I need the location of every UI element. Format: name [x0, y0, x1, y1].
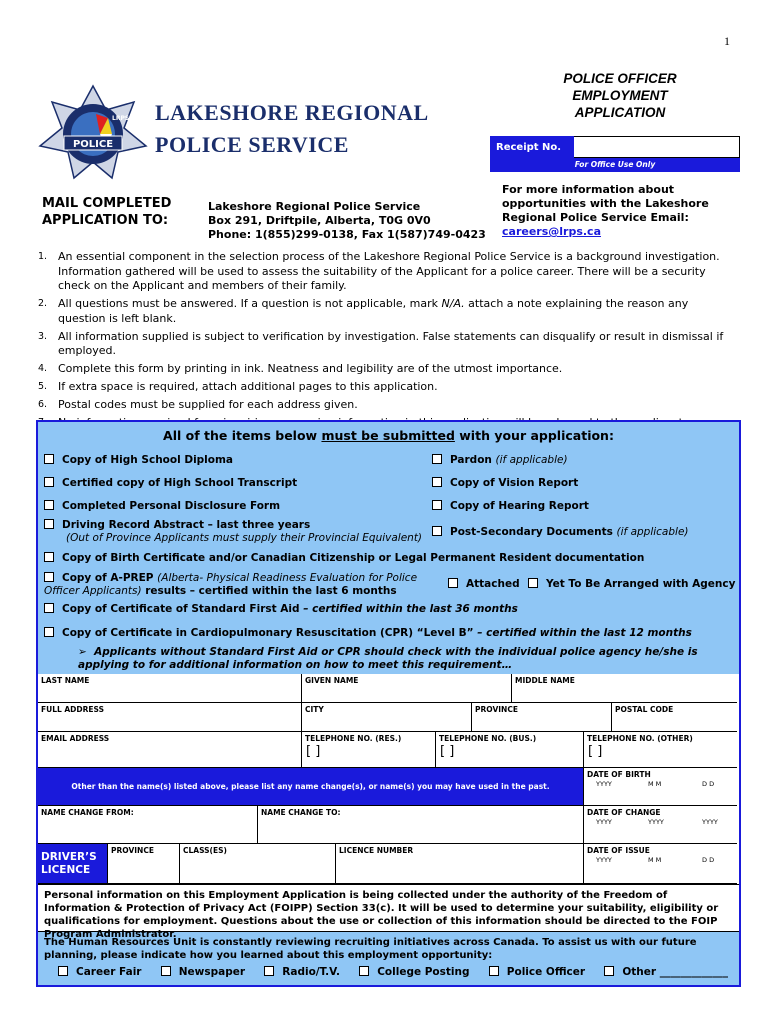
receipt-block	[490, 136, 740, 174]
badge-text: POLICE	[72, 139, 114, 150]
org-name-line2: POLICE SERVICE	[155, 132, 349, 157]
badge-ring-text: LRPS	[112, 115, 130, 122]
postal-code-field[interactable]: POSTAL CODE	[612, 703, 737, 732]
checkbox-first-aid[interactable]: Copy of Certificate of Standard First Aid – certified within the last 36 months	[44, 603, 518, 616]
instruction-item: 2. All questions must be answered. If a question is not applicable, mark N/A. attach a note explaining the reason any question is left blank.	[38, 297, 689, 325]
tel-bus-field[interactable]: TELEPHONE NO. (BUS.) [ ]	[436, 732, 584, 768]
page-number: 1	[724, 34, 730, 48]
checkbox-college-posting[interactable]: College Posting	[359, 966, 469, 978]
driving-record-note: (Out of Province Applicants must supply their Provincial Equivalent)	[66, 532, 423, 544]
checkbox-career-fair[interactable]: Career Fair	[58, 966, 141, 978]
mail-label: MAIL COMPLETED APPLICATION TO:	[42, 196, 172, 228]
receipt-label: Receipt No.	[490, 136, 574, 158]
info-block: For more information about opportunities with the Lakeshore Regional Police Service Email: careers@lrps.ca	[502, 183, 709, 238]
drivers-licence-label: DRIVER’S LICENCE	[38, 844, 108, 884]
instruction-item: 1. An essential component in the selection process of the Lakeshore Regional Police Service is a background investigation. Information gathered will be used to assess the suitability of the Applicant for a police career. There will be a security check on the Applicant and members of their family.	[38, 250, 720, 292]
personal-info-grid	[38, 674, 739, 884]
checkbox-attached[interactable]: Attached	[448, 578, 520, 591]
source-options	[58, 966, 728, 978]
org-name-line1: LAKESHORE REGIONAL	[155, 100, 429, 125]
province-field[interactable]: PROVINCE	[472, 703, 612, 732]
application-panel	[36, 420, 741, 987]
tel-other-field[interactable]: TELEPHONE NO. (OTHER) [ ]	[584, 732, 737, 768]
instruction-item: 5. If extra space is required, attach additional pages to this application.	[38, 380, 438, 393]
instruction-item: 6. Postal codes must be supplied for each address given.	[38, 398, 358, 411]
office-use-label: For Office Use Only	[490, 158, 740, 172]
checkbox-other[interactable]: Other _____________	[604, 966, 728, 978]
checkbox-pardon[interactable]: Pardon (if applicable)	[432, 454, 568, 467]
name-change-from-field[interactable]: NAME CHANGE FROM:	[38, 806, 258, 844]
last-name-field[interactable]: LAST NAME	[38, 674, 302, 703]
form-title: POLICE OFFICER EMPLOYMENT APPLICATION	[563, 71, 677, 120]
checkbox-disclosure[interactable]: Completed Personal Disclosure Form	[44, 500, 280, 513]
hr-notice: The Human Resources Unit is constantly reviewing recruiting initiatives across Canada. To assist us with our future planning, please indicate how you learned about this employment opportunity:	[44, 937, 697, 961]
middle-name-field[interactable]: MIDDLE NAME	[512, 674, 737, 703]
checkbox-driving-record[interactable]: Driving Record Abstract – last three years	[44, 519, 310, 532]
email-field[interactable]: EMAIL ADDRESS	[38, 732, 302, 768]
full-address-field[interactable]: FULL ADDRESS	[38, 703, 302, 732]
checkbox-birth-certificate[interactable]: Copy of Birth Certificate and/or Canadian Citizenship or Legal Permanent Resident documentation	[44, 552, 644, 565]
city-field[interactable]: CITY	[302, 703, 472, 732]
police-badge-logo	[38, 84, 148, 180]
checkbox-transcript[interactable]: Certified copy of High School Transcript	[44, 477, 297, 490]
name-change-prompt: Other than the name(s) listed above, please list any name change(s), or name(s) you may have used in the past.	[38, 768, 584, 806]
instructions-list	[36, 250, 736, 434]
receipt-number-field[interactable]	[574, 136, 740, 158]
date-of-birth-field[interactable]: DATE OF BIRTH YYYY M M D D	[584, 768, 737, 806]
checkbox-vision[interactable]: Copy of Vision Report	[432, 477, 578, 490]
checkbox-police-officer[interactable]: Police Officer	[489, 966, 585, 978]
checklist-title: All of the items below must be submitted with your application:	[163, 428, 614, 443]
mailing-address: Lakeshore Regional Police Service Box 291, Driftpile, Alberta, T0G 0V0 Phone: 1(855)299-0138, Fax 1(587)749-0423	[208, 200, 486, 241]
first-aid-note: ➢ Applicants without Standard First Aid or CPR should check with the individual police agency he/she is applying to for additional information on how to meet this requirement…	[78, 646, 698, 671]
checkbox-aprep[interactable]: Copy of A-PREP (Alberta- Physical Readiness Evaluation for Police Officer Applicants) results – certified within the last 6 months	[44, 572, 418, 597]
checkbox-arranged[interactable]: Yet To Be Arranged with Agency	[528, 578, 735, 591]
date-of-change-field[interactable]: DATE OF CHANGE YYYY YYYY YYYY	[584, 806, 737, 844]
name-change-to-field[interactable]: NAME CHANGE TO:	[258, 806, 584, 844]
licence-class-field[interactable]: CLASS(ES)	[180, 844, 336, 884]
tel-res-field[interactable]: TELEPHONE NO. (RES.) [ ]	[302, 732, 436, 768]
checkbox-newspaper[interactable]: Newspaper	[161, 966, 245, 978]
licence-province-field[interactable]: PROVINCE	[108, 844, 180, 884]
checkbox-hearing[interactable]: Copy of Hearing Report	[432, 500, 589, 513]
date-of-issue-field[interactable]: DATE OF ISSUE YYYY M M D D	[584, 844, 737, 884]
licence-number-field[interactable]: LICENCE NUMBER	[336, 844, 584, 884]
checkbox-high-school-diploma[interactable]: Copy of High School Diploma	[44, 454, 233, 467]
checkbox-radio-tv[interactable]: Radio/T.V.	[264, 966, 340, 978]
instruction-item: 3. All information supplied is subject to verification by investigation. False statements can disqualify or result in dismissal if employed.	[38, 329, 724, 357]
instruction-item: 4. Complete this form by printing in ink. Neatness and legibility are of the utmost importance.	[38, 362, 563, 375]
given-name-field[interactable]: GIVEN NAME	[302, 674, 512, 703]
foip-notice: Personal information on this Employment Application is being collected under the authority of the Freedom of Information & Protection of Privacy Act (FOIPP) Section 33(c). It will be used to determine your suitability, eligibility or qualifications for employment. Questions about the use or collection of this information should be directed to the FOIP Program Administrator.	[38, 884, 739, 932]
arrow-icon: ➢	[78, 646, 87, 658]
email-link[interactable]: careers@lrps.ca	[502, 225, 601, 238]
checkbox-cpr[interactable]: Copy of Certificate in Cardiopulmonary Resuscitation (CPR) “Level B” – certified within the last 12 months	[44, 627, 692, 640]
checkbox-post-secondary[interactable]: Post-Secondary Documents (if applicable)	[432, 526, 689, 539]
